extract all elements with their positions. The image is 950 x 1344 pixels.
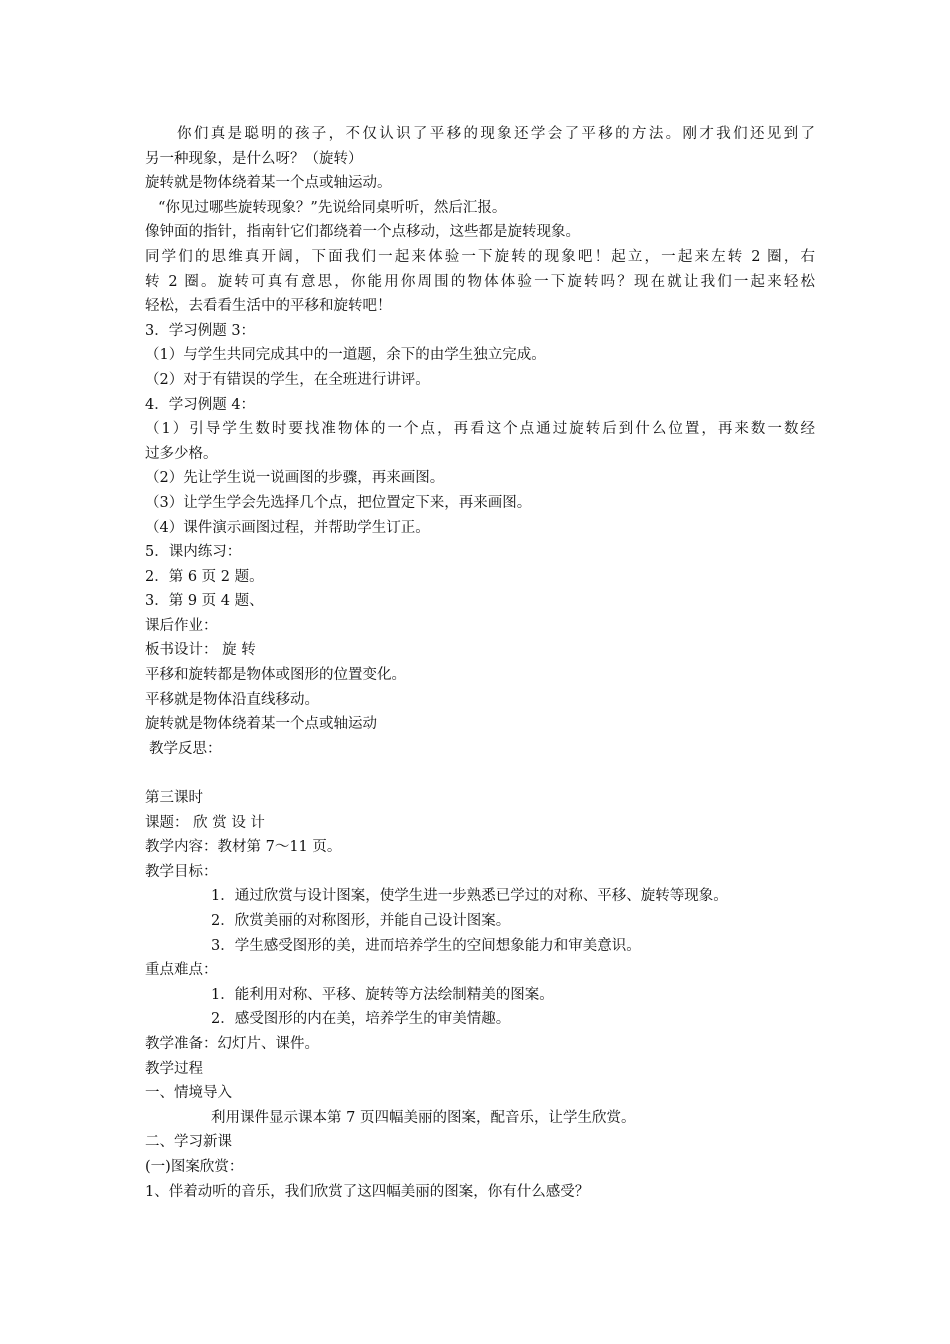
text-line: （2）先让学生说一说画图的步骤，再来画图。: [145, 470, 445, 487]
text-line: 平移就是物体沿直线移动。: [145, 691, 319, 708]
text-line: 2．感受图形的内在美，培养学生的审美情趣。: [211, 1011, 511, 1028]
text-line: 课后作业：: [145, 617, 218, 634]
text-line: （2）对于有错误的学生，在全班进行讲评。: [145, 371, 430, 388]
blank-line: [145, 761, 815, 786]
text-line: 像钟面的指针，指南针它们都绕着一个点移动，这些都是旋转现象。: [145, 224, 580, 241]
text-line: 教学目标：: [145, 863, 218, 880]
text-line: 二、学习新课: [145, 1134, 232, 1151]
text-line: 5．课内练习：: [145, 544, 242, 561]
text-line: （3）让学生学会先选择几个点，把位置定下来，再来画图。: [145, 494, 532, 511]
text-line: 一、情境导入: [145, 1085, 232, 1102]
text-line: 4．学习例题 4：: [145, 396, 256, 413]
text-line: (一)图案欣赏：: [145, 1158, 244, 1175]
text-line: 利用课件显示课本第 7 页四幅美丽的图案，配音乐，让学生欣赏。: [211, 1109, 636, 1126]
text-line: 教学内容：教材第 7～11 页。: [145, 839, 342, 856]
text-line: 2．欣赏美丽的对称图形，并能自己设计图案。: [211, 913, 511, 929]
text-line: （1）引导学生数时要找准物体的一个点，再看这个点通过旋转后到什么位置，再来数一数经: [145, 421, 815, 438]
text-line: 3．学习例题 3：: [145, 322, 256, 339]
text-line: 轻松，去看看生活中的平移和旋转吧！: [145, 298, 392, 315]
text-line: 过多少格。: [145, 445, 218, 462]
text-line: 重点难点：: [145, 962, 218, 979]
text-line: （4）课件演示画图过程，并帮助学生订正。: [145, 519, 430, 536]
text-line: 旋转就是物体绕着某一个点或轴运动。: [145, 175, 392, 192]
text-line: 第三课时: [145, 790, 203, 807]
text-line: 课题： 欣 赏 设 计: [145, 814, 265, 831]
text-line: 1．能利用对称、平移、旋转等方法绘制精美的图案。: [211, 986, 554, 1003]
text-line: 平移和旋转都是物体或图形的位置变化。: [145, 667, 406, 684]
text-line: 教学反思：: [149, 740, 222, 757]
text-line: 另一种现象，是什么呀？（旋转）: [145, 150, 363, 167]
text-line: 1、伴着动听的音乐，我们欣赏了这四幅美丽的图案，你有什么感受？: [145, 1183, 590, 1200]
text-line: 3．学生感受图形的美，进而培养学生的空间想象能力和审美意识。: [211, 937, 641, 954]
text-line: “你见过哪些旋转现象？”先说给同桌听听，然后汇报。: [158, 199, 507, 216]
text-line: 同学们的思维真开阔，下面我们一起来体验一下旋转的现象吧！起立，一起来左转 2 圈，右: [145, 248, 815, 265]
text-line: 转 2 圈。旋转可真有意思，你能用你周围的物体体验一下旋转吗？现在就让我们一起来轻松: [145, 273, 815, 290]
text-line: 你们真是聪明的孩子，不仅认识了平移的现象还学会了平移的方法。刚才我们还见到了: [177, 126, 815, 142]
text-line: （1）与学生共同完成其中的一道题，余下的由学生独立完成。: [145, 347, 546, 364]
text-line: 3．第 9 页 4 题、: [145, 593, 264, 610]
text-line: 板书设计： 旋 转: [145, 642, 256, 659]
text-line: 2．第 6 页 2 题。: [145, 568, 264, 585]
text-line: 1．通过欣赏与设计图案，使学生进一步熟悉已学过的对称、平移、旋转等现象。: [211, 888, 728, 905]
text-line: 教学过程: [145, 1060, 203, 1077]
text-line: 教学准备：幻灯片、课件。: [145, 1035, 319, 1052]
text-line: 旋转就是物体绕着某一个点或轴运动: [145, 716, 377, 733]
document-page: [145, 122, 815, 1204]
